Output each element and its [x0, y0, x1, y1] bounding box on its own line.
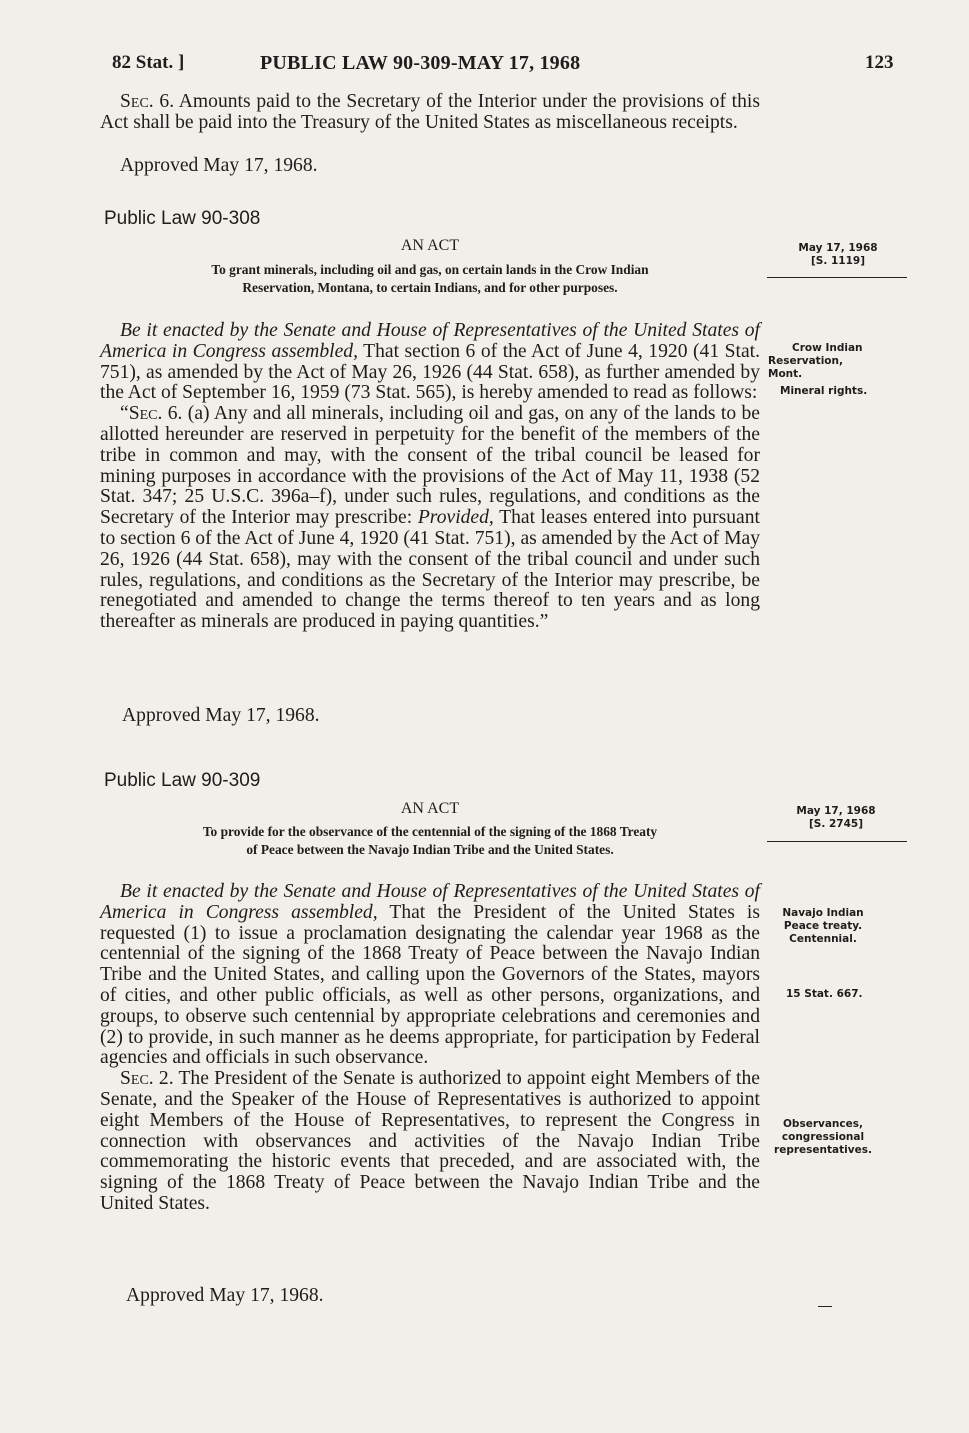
law-308-margin-date	[788, 242, 888, 268]
law-308-para1: That section 6 of the Act of June 4, 1920 (41 Stat. 751), as amended by the Act of May 26, 1926 (44 Stat. 658), as further amended by the Act of September 16, 1959 (73 Stat. 565), is hereby amended to read as follows:	[100, 340, 761, 404]
prev-approved: Approved May 17, 1968.	[120, 155, 318, 176]
law-308-sec-label: Sec	[128, 403, 158, 425]
law-309-summary	[90, 823, 770, 859]
end-dash	[818, 1306, 832, 1307]
margin-crow-l3: Mont.	[768, 368, 803, 380]
law-309-date: May 17, 1968	[796, 805, 876, 817]
law-308-body	[100, 321, 760, 633]
law-309-sec-label: Sec	[120, 1068, 149, 1090]
law-308-summary-line2: Reservation, Montana, to certain Indians, and for other purposes.	[242, 280, 618, 295]
law-309-margin-note-observances	[768, 1118, 878, 1157]
law-309-margin-rule	[767, 841, 907, 842]
margin-crow-l2: Reservation,	[768, 355, 843, 367]
margin-obs-l2: congressional	[781, 1131, 865, 1143]
law-308-margin-rule	[767, 277, 907, 278]
margin-navajo-l3: Centennial.	[789, 933, 857, 945]
margin-navajo-l1: Navajo Indian	[782, 907, 864, 919]
law-309-approved: Approved May 17, 1968.	[126, 1285, 324, 1306]
law-308-margin-note-crow	[768, 342, 878, 381]
law-309-bill: [S. 2745]	[808, 818, 864, 830]
header-title: PUBLIC LAW 90-309-MAY 17, 1968	[260, 52, 581, 74]
header-stat-ref: 82 Stat. ]	[112, 52, 185, 73]
law-308-title: Public Law 90-308	[104, 208, 261, 229]
law-309-summary-line1: To provide for the observance of the centennial of the signing of the 1868 Treaty	[202, 824, 658, 839]
law-308-provided: Provided,	[417, 507, 494, 529]
prev-section-body: . 6. Amounts paid to the Secretary of the Interior under the provisions of this Act shall be paid into the Treasury of the United States as miscellaneous receipts.	[100, 91, 760, 133]
quote-mark: “	[120, 403, 129, 425]
margin-crow-l1: Crow Indian	[792, 342, 863, 354]
law-308-bill: [S. 1119]	[810, 255, 866, 267]
law-308-summary-line1: To grant minerals, including oil and gas, on certain lands in the Crow Indian	[211, 262, 649, 277]
law-309-margin-date	[786, 805, 886, 831]
law-309-margin-note-stat: 15 Stat. 667.	[786, 988, 863, 1000]
law-308-para2a: . 6. (a) Any and all minerals, including oil and gas, on any of the lands to be allotted hereunder are reserved in perpetuity for the benefit of the members of the tribe in common and may, with the consent of the tribal council be leased for mining purposes in accordance with the provisions of the Act of May 11, 1938 (52 Stat. 347; 25 U.S.C. 396a–f), under such rules, regulations, and conditions as the Secretary of the Interior may prescribe:	[100, 403, 760, 529]
law-309-title: Public Law 90-309	[104, 770, 261, 791]
law-309-summary-line2: of Peace between the Navajo Indian Tribe and the United States.	[246, 842, 614, 857]
law-309-an-act: AN ACT	[400, 800, 460, 817]
prev-section-text	[100, 92, 760, 134]
sec-label: Sec	[120, 91, 149, 112]
law-309-margin-note-navajo	[768, 907, 878, 946]
law-308-approved: Approved May 17, 1968.	[122, 705, 320, 726]
law-309-enacting-clause: Be it enacted by the Senate and House of Representatives of the United States of America in Congress assembled,	[100, 881, 760, 923]
law-308-enacting-clause: Be it enacted by the Senate and House of Representatives of the United States of America in Congress assembled,	[100, 320, 760, 362]
law-309-para2: . 2. The President of the Senate is authorized to appoint eight Members of the Senate, and the Speaker of the House of Representatives is authorized to appoint eight Members of the House of Representatives, to represent the Congress in connection with observances and activities of the Navajo Indian Tribe commemorating the historic events that preceded, and are associated with, the signing of the 1868 Treaty of Peace between the Navajo Indian Tribe and the United States.	[100, 1068, 760, 1214]
law-308-summary	[90, 261, 770, 297]
law-309-para1: That the President of the United States is requested (1) to issue a proclamation designating the calendar year 1968 as the centennial of the signing of the 1868 Treaty of Peace between the Navajo Indian Tribe and the United States, and calling upon the Governors of the States, mayors of cities, and other public officials, as well as other persons, organizations, and groups, to observe such centennial by appropriate celebrations and ceremonies and (2) to provide, in such manner as he deems appropriate, for participation by Federal agencies and officials in such observance.	[100, 901, 760, 1069]
law-308-margin-note-mineral: Mineral rights.	[780, 385, 868, 397]
margin-navajo-l2: Peace treaty.	[783, 920, 863, 932]
margin-obs-l3: representatives.	[774, 1144, 872, 1156]
law-309-body	[100, 882, 760, 1215]
margin-obs-l1: Observances,	[783, 1118, 863, 1130]
law-308-date: May 17, 1968	[798, 242, 878, 254]
law-308-an-act: AN ACT	[400, 237, 460, 254]
law-308-para2b: That leases entered into pursuant to section 6 of the Act of June 4, 1920 (41 Stat. 751), as amended by the Act of May 26, 1926 (44 Stat. 658), may with the consent of the tribal council and under such rules, regulations, and conditions as the Secretary of the Interior may prescribe, be renegotiated and amended to change the terms thereof to ten years and as long thereafter as minerals are produced in paying quantities.”	[100, 507, 760, 633]
page-number: 123	[865, 52, 894, 73]
